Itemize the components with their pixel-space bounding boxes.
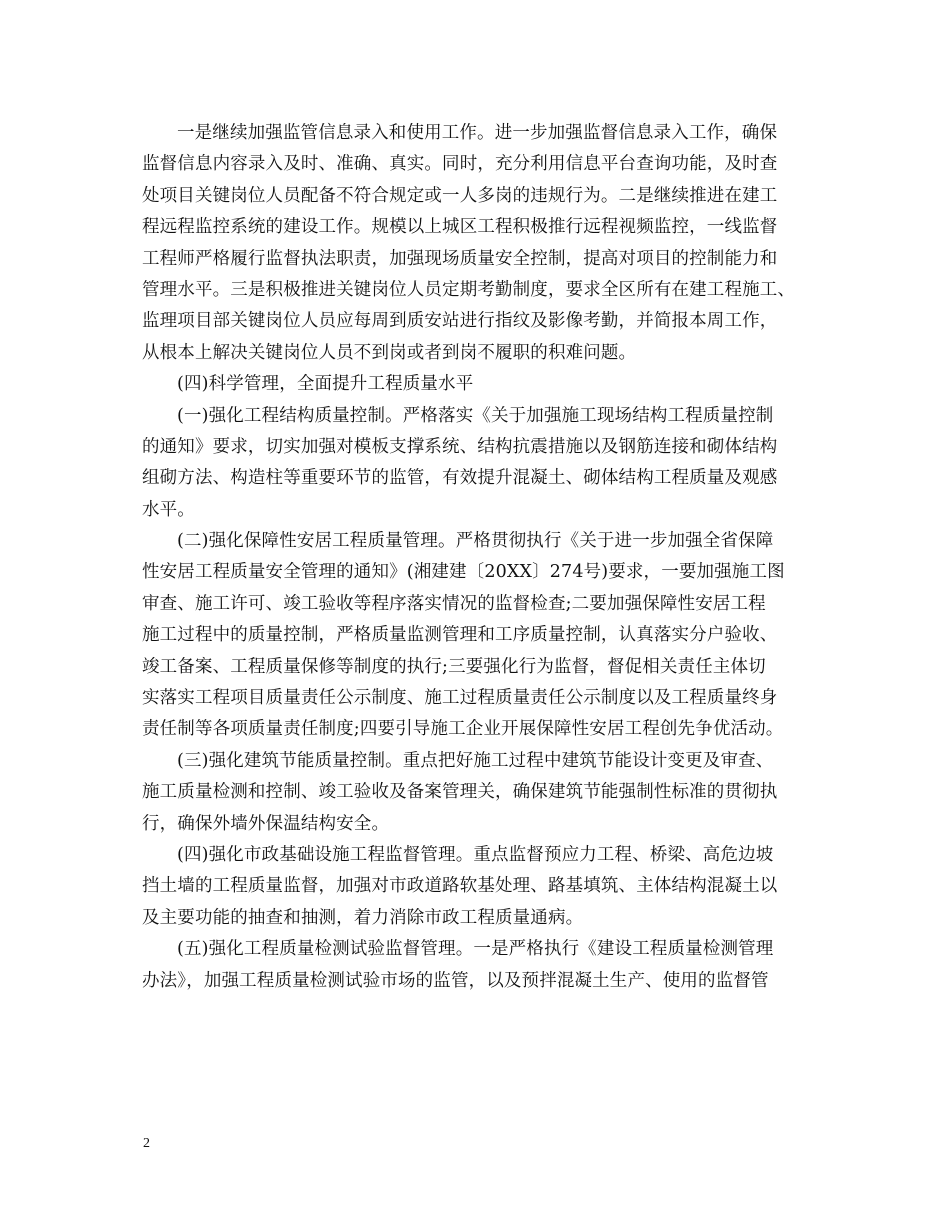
- text-line: (一)强化工程结构质量控制。严格落实《关于加强施工现场结构工程质量控制: [177, 405, 774, 426]
- text-line: 审查、施工许可、竣工验收等程序落实情况的监督检查;二要加强保障性安居工程: [142, 593, 766, 614]
- text-line: 办法》，加强工程质量检测试验市场的监管，以及预拌混凝土生产、使用的监督管: [142, 970, 769, 991]
- text-line: 的通知》要求，切实加强对模板支撑系统、结构抗震措施以及钢筋连接和砌体结构: [142, 436, 778, 457]
- text-line: (五)强化工程质量检测试验监督管理。一是严格执行《建设工程质量检测管理: [177, 939, 774, 960]
- text-line: 一是继续加强监管信息录入和使用工作。进一步加强监督信息录入工作，确保: [177, 123, 778, 143]
- text-line: 处项目关键岗位人员配备不符合规定或一人多岗的违规行为。二是继续推进在建工: [142, 185, 778, 206]
- text-line: 行，确保外墙外保温结构安全。: [142, 813, 390, 834]
- page-number: 2: [143, 1136, 150, 1151]
- text-line: 管理水平。三是积极推进关键岗位人员定期考勤制度，要求全区所有在建工程施工、: [142, 279, 796, 300]
- text-line: 监督信息内容录入及时、准确、真实。同时，充分利用信息平台查询功能，及时查: [142, 154, 778, 175]
- document-body: [142, 118, 824, 997]
- text-line: 水平。: [142, 499, 195, 520]
- text-line: 组砌方法、构造柱等重要环节的监管，有效提升混凝土、砌体结构工程质量及观感: [142, 468, 778, 489]
- text-line: (四)强化市政基础设施工程监督管理。重点监督预应力工程、桥梁、高危边坡: [177, 844, 774, 865]
- text-line: 性安居工程质量安全管理的通知》(湘建建〔20XX〕274号)要求，一要加强施工图: [142, 562, 785, 583]
- text-line: 竣工备案、工程质量保修等制度的执行;三要强化行为监督，督促相关责任主体切: [142, 656, 766, 677]
- text-line: 工程师严格履行监督执法职责，加强现场质量安全控制，提高对项目的控制能力和: [142, 248, 778, 269]
- text-line: 程远程监控系统的建设工作。规模以上城区工程积极推行远程视频监控，一线监督: [142, 217, 778, 238]
- text-line: 责任制等各项质量责任制度;四要引导施工企业开展保障性安居工程创先争优活动。: [142, 719, 784, 740]
- text-line: 施工质量检测和控制、竣工验收及备案管理关，确保建筑节能强制性标准的贯彻执: [142, 782, 778, 803]
- text-line: 挡土墙的工程质量监督，加强对市政道路软基处理、路基填筑、主体结构混凝土以: [142, 876, 778, 897]
- text-line: (三)强化建筑节能质量控制。重点把好施工过程中建筑节能设计变更及审查、: [177, 750, 774, 771]
- text-line: 监理项目部关键岗位人员应每周到质安站进行指纹及影像考勤，并简报本周工作，: [142, 311, 778, 332]
- text-line: (四)科学管理，全面提升工程质量水平: [177, 374, 474, 395]
- text-line: 及主要功能的抽查和抽测，着力消除市政工程质量通病。: [142, 907, 584, 928]
- text-line: 实落实工程项目质量责任公示制度、施工过程质量责任公示制度以及工程质量终身: [142, 688, 778, 709]
- text-line: 从根本上解决关键岗位人员不到岗或者到岗不履职的积难问题。: [142, 342, 637, 363]
- text-line: (二)强化保障性安居工程质量管理。严格贯彻执行《关于进一步加强全省保障: [177, 531, 774, 552]
- text-line: 施工过程中的质量控制，严格质量监测管理和工序质量控制，认真落实分户验收、: [142, 625, 778, 646]
